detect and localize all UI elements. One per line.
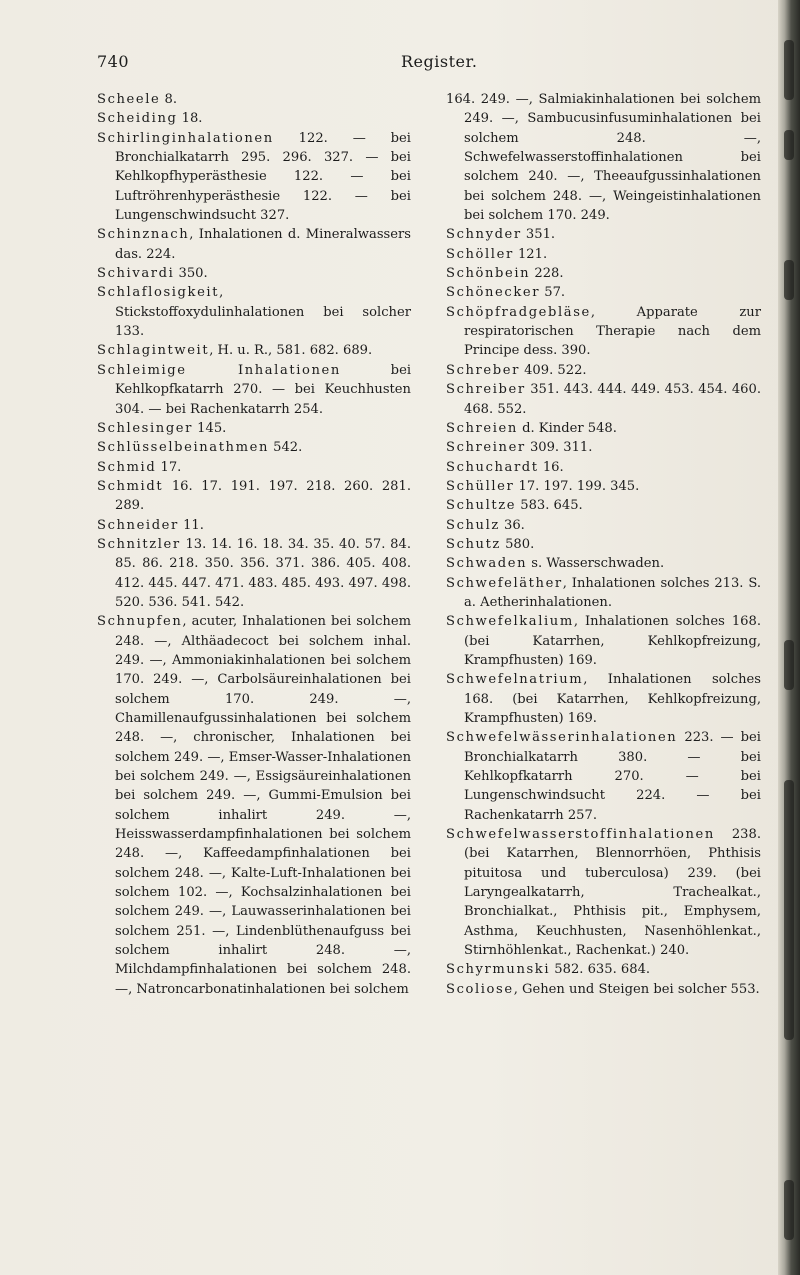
index-entry xyxy=(446,264,761,283)
entry-term: Schreien xyxy=(446,420,518,436)
entry-term: Schyrmunski xyxy=(446,962,551,978)
entry-term: Schwefelwasserstoffinhalationen xyxy=(446,827,715,843)
index-entry xyxy=(97,419,411,438)
page-edge-shadow xyxy=(778,0,800,1275)
index-entry xyxy=(446,612,761,670)
entry-refs: d. Kinder 548. xyxy=(517,420,617,436)
entry-term: Schneider xyxy=(97,517,179,533)
entry-refs: 17. 197. 199. 345. xyxy=(514,478,640,494)
index-entry xyxy=(446,245,761,264)
entry-refs: 11. xyxy=(178,517,204,533)
index-entry xyxy=(446,574,761,613)
entry-term: Scoliose xyxy=(446,981,514,997)
entry-refs: , Stickstoffoxydulinhalationen bei solcher 133. xyxy=(115,285,411,340)
entry-term: Schöller xyxy=(446,246,514,262)
entry-refs: , Inhalationen solches 168. (bei Katarrhen, Kehlkopfreizung, Krampfhusten) 169. xyxy=(464,672,761,726)
index-entry xyxy=(446,283,761,302)
index-entry xyxy=(97,225,411,264)
entry-term: Scheele xyxy=(97,92,161,107)
entry-term: Schlaflosigkeit xyxy=(97,285,220,301)
entry-term: Schnitzler xyxy=(97,536,181,552)
entry-term: Schöpfradgebläse xyxy=(446,304,591,320)
entry-refs: 16. 17. 191. 197. 218. 260. 281. 289. xyxy=(115,478,411,514)
index-entry xyxy=(446,516,761,535)
entry-refs: , H. u. R., 581. 682. 689. xyxy=(209,343,373,359)
index-entry xyxy=(97,612,411,999)
entry-refs: , Inhalationen solches 213. S. a. Aetherinhalationen. xyxy=(464,575,761,610)
entry-refs: 57. xyxy=(540,285,566,301)
entry-refs: 223. — bei Bronchialkatarrh 380. — bei Kehlkopfkatarrh 270. — bei Lungenschwindsucht 224. — bei Rachenkatarrh 257. xyxy=(464,730,761,823)
index-entry xyxy=(446,980,761,999)
entry-refs: 582. 635. 684. xyxy=(550,962,651,978)
index-entry xyxy=(446,90,761,225)
index-entry xyxy=(97,109,411,128)
entry-refs: s. Wasserschwaden. xyxy=(527,556,665,572)
entry-term: Schirlinginhalationen xyxy=(97,130,274,146)
entry-refs: 351. 443. 444. 449. 453. 454. 460. 468. 552. xyxy=(464,382,761,417)
entry-term: Schultze xyxy=(446,498,517,514)
index-entry xyxy=(446,303,761,361)
entry-term: Schwefelwässerinhalationen xyxy=(446,730,678,746)
page-header xyxy=(0,52,800,74)
entry-refs: 122. — bei Bronchialkatarrh 295. 296. 327. — bei Kehlkopfhyperästhesie 122. — bei Luftröhrenhyperästhesie 122. — bei Lungenschwindsucht 327. xyxy=(115,130,411,224)
index-column-right xyxy=(446,90,761,999)
index-entry xyxy=(446,477,761,496)
entry-refs: 409. 522. xyxy=(519,362,587,378)
entry-refs: 542. xyxy=(268,440,303,456)
index-entry xyxy=(97,264,411,283)
index-entry xyxy=(446,380,761,419)
index-entry xyxy=(446,496,761,515)
entry-term: Scheiding xyxy=(97,111,178,127)
page-number: 740 xyxy=(97,52,130,71)
index-entry xyxy=(97,129,411,226)
entry-term: Schwaden xyxy=(446,556,528,572)
entry-term: Schreiber xyxy=(446,382,526,398)
entry-refs: 164. 249. —, Salmiakinhalationen bei solchem 249. —, Sambucusinfusuminhalationen bei solchem 248. —, Schwefelwasserstoffinhalationen bei solchem 240. —, Theeaufgussinhalationen bei solchem 248. —, Weingeistinhalationen bei solchem 170. 249. xyxy=(446,92,761,224)
entry-refs: , Inhalationen d. Mineralwassers das. 224. xyxy=(115,227,411,262)
index-entry xyxy=(446,458,761,477)
entry-refs: 13. 14. 16. 18. 34. 35. 40. 57. 84. 85. 86. 218. 350. 356. 371. 386. 405. 408. 412. 445. 447. 471. 483. 485. 493. 497. 498. 520. 536. 541. 542. xyxy=(115,536,411,610)
entry-term: Schuchardt xyxy=(446,459,539,475)
index-entry xyxy=(97,535,411,612)
index-column-left xyxy=(97,90,411,999)
index-entry xyxy=(97,361,411,419)
entry-term: Schreber xyxy=(446,362,520,378)
entry-refs: 228. xyxy=(530,266,564,282)
index-entry xyxy=(97,516,411,535)
entry-term: Schwefelnatrium xyxy=(446,672,584,688)
index-entry xyxy=(446,825,761,960)
entry-refs: , Apparate zur respiratorischen Therapie nach dem Principe dess. 390. xyxy=(464,304,761,359)
entry-refs: 17. xyxy=(156,459,182,475)
entry-refs: , acuter, Inhalationen bei solchem 248. —, Althäadecoct bei solchem inhal. 249. —, Ammoniakinhalationen bei solchem 170. 249. —, Carbolsäureinhalationen bei solchem 170. 249. —, Chamillenaufgussinhalationen bei solchem 248. —, chronischer, Inhalationen bei solchem 249. —, Emser-Wasser-Inhalationen bei solchem 249. —, Essigsäureinhalationen bei solchem 249. —, Gummi-Emulsion bei solchem inhalirt 249. —, Heisswasserdampfinhalationen bei solchem 248. —, Kaffeedampfinhalationen bei solchem 248. —, Kalte-Luft-Inhalationen bei solchem 102. —, Kochsalzinhalationen bei solchem 249. —, Lauwasserinhalationen bei solchem 251. —, Lindenblüthenaufguss bei solchem inhalirt 248. —, Milchdampfinhalationen bei solchem 248. —, Natroncarbonatinhalationen bei solchem xyxy=(115,614,411,997)
index-entry xyxy=(446,554,761,573)
entry-term: Schüller xyxy=(446,478,515,494)
entry-refs: 36. xyxy=(499,517,525,533)
entry-refs: 580. xyxy=(500,536,535,552)
entry-term: Schmid xyxy=(97,459,157,475)
entry-term: Schreiner xyxy=(446,440,526,456)
entry-term: Schmidt xyxy=(97,478,164,494)
entry-term: Schönbein xyxy=(446,266,531,282)
entry-term: Schulz xyxy=(446,517,500,533)
entry-refs: 18. xyxy=(177,111,203,127)
entry-term: Schlüsselbeinathmen xyxy=(97,440,269,456)
entry-term: Schleimige Inhalationen xyxy=(97,362,341,378)
entry-term: Schivardi xyxy=(97,266,175,282)
entry-term: Schwefelkalium xyxy=(446,614,574,630)
index-entry xyxy=(97,438,411,457)
entry-term: Schinznach xyxy=(97,227,190,243)
index-entry xyxy=(446,361,761,380)
entry-refs: 8. xyxy=(160,92,178,107)
running-head: Register. xyxy=(401,52,478,71)
entry-refs: 121. xyxy=(513,246,548,262)
index-entry xyxy=(97,477,411,516)
entry-refs: , Inhalationen solches 168. (bei Katarrhen, Kehlkopfreizung, Krampfhusten) 169. xyxy=(464,614,761,668)
index-entry xyxy=(446,419,761,438)
index-entry xyxy=(97,90,411,109)
entry-refs: bei Kehlkopfkatarrh 270. — bei Keuchhusten 304. — bei Rachenkatarrh 254. xyxy=(115,362,412,417)
index-entry xyxy=(97,458,411,477)
entry-refs: 16. xyxy=(538,459,564,475)
entry-term: Schutz xyxy=(446,536,501,552)
index-entry xyxy=(446,728,761,825)
entry-term: Schlesinger xyxy=(97,420,194,436)
index-entry xyxy=(97,283,411,341)
entry-refs: 351. xyxy=(521,227,556,243)
index-entry xyxy=(446,960,761,979)
index-entry xyxy=(446,225,761,244)
entry-term: Schnupfen xyxy=(97,614,183,630)
index-entry xyxy=(446,670,761,728)
entry-refs: , Gehen und Steigen bei solcher 553. xyxy=(513,981,760,997)
entry-refs: 309. 311. xyxy=(525,440,593,456)
entry-term: Schönecker xyxy=(446,285,541,301)
entry-term: Schnyder xyxy=(446,227,522,243)
entry-refs: 583. 645. xyxy=(516,498,583,514)
index-entry xyxy=(446,438,761,457)
entry-refs: 350. xyxy=(174,266,208,282)
entry-refs: 238. (bei Katarrhen, Blennorrhöen, Phthisis pituitosa und tuberculosa) 239. (bei Laryngealkatarrh, Trachealkat., Bronchialkat., Phthisis pit., Emphysem, Asthma, Keuchhusten, Nasenhöhlenkat., Stirnhöhlenkat., Rachenkat.) 240. xyxy=(464,827,761,959)
index-entry xyxy=(97,341,411,360)
index-entry xyxy=(446,535,761,554)
entry-refs: 145. xyxy=(193,420,227,436)
entry-term: Schlagintweit xyxy=(97,343,210,359)
entry-term: Schwefeläther xyxy=(446,575,563,591)
